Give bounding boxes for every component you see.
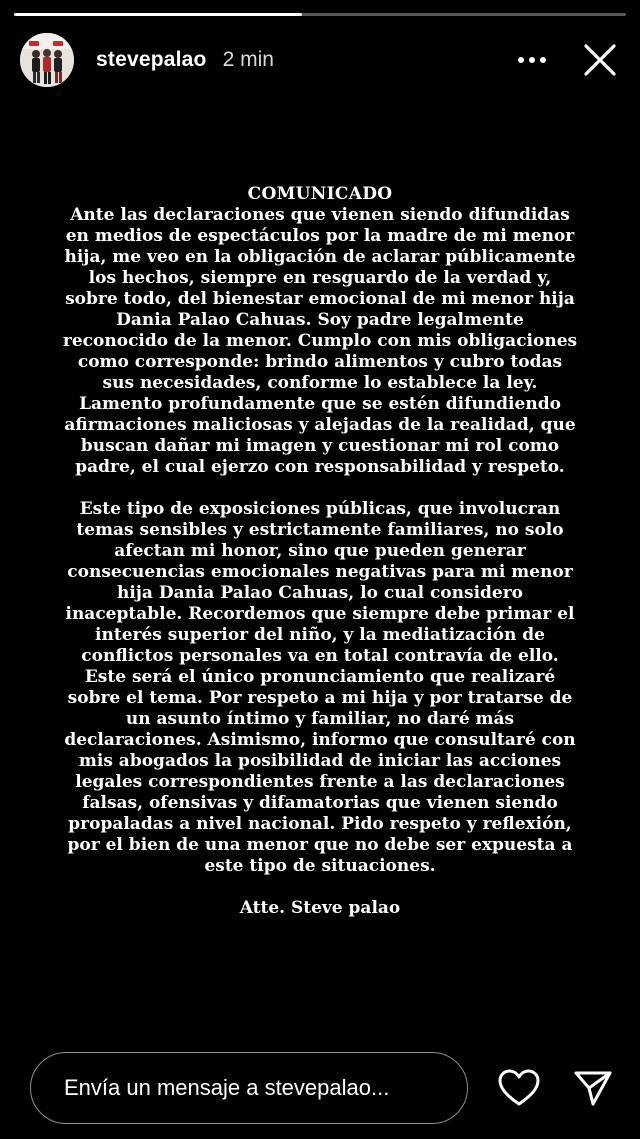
story-statement — [62, 184, 578, 919]
more-options-button[interactable] — [512, 40, 552, 80]
more-horizontal-icon — [517, 56, 547, 64]
like-button[interactable] — [496, 1066, 542, 1110]
profile-photo-icon — [20, 33, 74, 87]
avatar[interactable] — [20, 33, 74, 87]
close-button[interactable] — [580, 40, 620, 80]
username[interactable]: stevepalao — [96, 48, 207, 71]
statement-title: COMUNICADO — [247, 184, 393, 204]
story-progress-bar — [14, 13, 626, 16]
statement-paragraph-1: Ante las declaraciones que vienen siendo difundidas en medios de espectáculos por la madre de mi menor hija, me veo en la obligación de aclarar públicamente los hechos, siempre en resguardo de la verdad y, sobre todo, del bienestar emocional de mi menor hija Dania Palao Cahuas. Soy padre legalmente reconocido de la menor. Cumplo con mis obligaciones como corresponde: brindo alimentos y cubro todas sus necesidades, conforme lo establece la ley. Lamento profundamente que se estén difundiendo afirmaciones maliciosas y alejadas de la realidad, que buscan dañar mi imagen y cuestionar mi rol como padre, el cual ejerzo con responsabilidad y respeto. — [62, 205, 578, 477]
statement-signature: Atte. Steve palao — [239, 898, 401, 918]
send-icon — [573, 1069, 613, 1107]
heart-icon — [498, 1069, 540, 1107]
send-button[interactable] — [570, 1066, 616, 1110]
story-header — [20, 32, 620, 88]
close-icon — [583, 43, 617, 77]
statement-paragraph-2: Este tipo de exposiciones públicas, que involucran temas sensibles y estrictamente familiares, no solo afectan mi honor, sino que pueden generar consecuencias emocionales negativas para mi menor hija Dania Palao Cahuas, lo cual considero inaceptable. Recordemos que siempre debe primar el interés superior del niño, y la mediatización de conflictos personales va en total contravía de ello. Este será el único pronunciamiento que realizaré sobre el tema. Por respeto a mi hija y por tratarse de un asunto íntimo y familiar, no daré más declaraciones. Asimismo, informo que consultaré con mis abogados la posibilidad de iniciar las acciones legales correspondientes frente a las declaraciones falsas, ofensivas y difamatorias que vienen siendo propaladas a nivel nacional. Pido respeto y reflexión, por el bien de una menor que no debe ser expuesta a este tipo de situaciones. — [64, 499, 576, 876]
message-input[interactable]: Envía un mensaje a stevepalao... — [30, 1052, 468, 1124]
story-progress-fill — [14, 13, 302, 16]
story-timestamp: 2 min — [222, 48, 274, 71]
